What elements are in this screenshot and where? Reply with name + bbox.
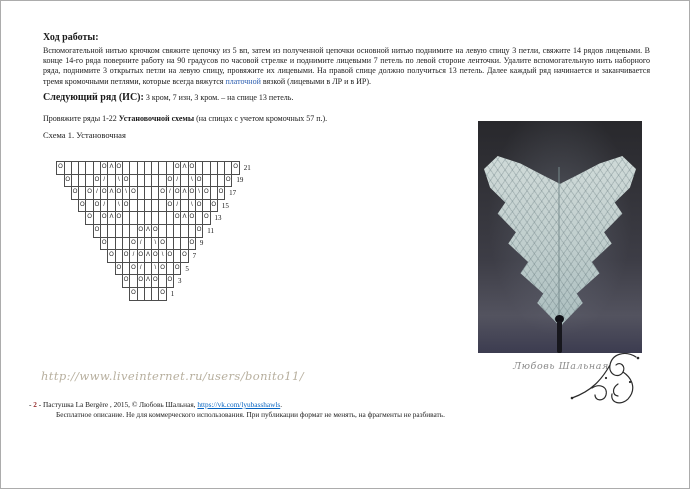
chart-cell-symbol: O (188, 211, 196, 225)
garter-stitch-link[interactable]: платочной (225, 76, 261, 86)
chart-cell-symbol: / (93, 186, 101, 200)
chart-cell-symbol: / (173, 199, 181, 213)
next-row-line (43, 92, 293, 103)
chart-row (45, 186, 251, 200)
chart-cell-symbol: O (217, 186, 225, 200)
chart-cell-symbol: Λ (180, 211, 188, 225)
chart-cell-symbol: O (173, 186, 181, 200)
chart-cell-symbol: / (100, 199, 108, 213)
chart-cell-symbol: O (100, 237, 108, 251)
chart-cell-symbol: O (137, 224, 145, 238)
chart-cell-symbol: O (122, 249, 130, 263)
chart-cell-symbol: O (224, 174, 232, 188)
chart-row-cells (56, 161, 251, 175)
chart-row-number: 5 (185, 264, 189, 273)
chart-cell-symbol: O (115, 186, 123, 200)
footer-line1-period: . (280, 400, 283, 409)
chart-row-cells (122, 274, 182, 288)
chart-cell-symbol: O (188, 161, 196, 175)
shawl-shape (484, 143, 636, 329)
chart-cell-symbol: O (115, 161, 123, 175)
chart-caption: Схема 1. Установочная (43, 130, 126, 140)
work-section-title: Ход работы: (43, 32, 99, 43)
chart-cell-symbol: O (188, 186, 196, 200)
chart-cell-symbol: O (166, 199, 174, 213)
flourish-ornament-icon (562, 348, 646, 406)
chart-row-number: 9 (199, 239, 204, 248)
chart-cell-symbol: Λ (144, 224, 152, 238)
rows-note-end: (на спицах с учетом кромочных 57 п.). (194, 114, 328, 123)
footer-attribution: Пастушка La Bergère , 2015, © Любовь Шальная, (43, 400, 198, 409)
chart-row-cells (129, 287, 175, 301)
chart-cell-symbol: O (195, 174, 203, 188)
chart-row-number: 19 (236, 176, 244, 185)
chart-cell-symbol: O (166, 174, 174, 188)
chart-cell-symbol: O (122, 174, 130, 188)
chart-row-number: 7 (192, 251, 197, 260)
knitting-chart (45, 162, 251, 301)
chart-cell-symbol: O (93, 174, 101, 188)
chart-cell-symbol: O (115, 211, 123, 225)
chart-row-number: 21 (243, 163, 251, 172)
chart-cell-symbol: O (202, 211, 210, 225)
chart-cell-symbol: O (202, 186, 210, 200)
chart-cell-symbol: O (85, 186, 93, 200)
chart-cell-symbol: Λ (107, 161, 115, 175)
chart-row-number: 1 (170, 289, 175, 298)
chart-cell-symbol: O (137, 249, 145, 263)
chart-cell-symbol: Λ (180, 186, 188, 200)
next-row-label: Следующий ряд (ИС): (43, 92, 144, 103)
chart-row (45, 211, 251, 225)
shawl-photo (478, 121, 642, 353)
chart-cell-symbol: O (122, 274, 130, 288)
chart-row-number: 11 (207, 226, 214, 235)
chart-cell-symbol: \ (195, 186, 203, 200)
chart-row (45, 262, 251, 276)
work-paragraph-text: Вспомогательной нитью крючком свяжите цепочку из 5 вп, затем из полученной цепочки основной нитью поднимите на левую спицу 3 петли, свяжите 14 рядов лицевыми. В конце 14-го ряда поверните работу на 90 градусов по часовой стрелке и поднимите лицевыми 7 петель по левой стороне ленточки. Удалите вспомогательную нить наборного ряда, поднимите 3 открытых петли на левую спицу, провяжите их лицевыми. На правой спице должно получиться 13 петель. Далее каждый ряд начинается и заканчивается тремя кромочными петлями, которые всегда вяжутся (43, 46, 650, 86)
chart-cell-symbol: O (85, 211, 93, 225)
chart-cell-symbol: / (137, 237, 145, 251)
chart-cell-symbol: O (173, 211, 181, 225)
chart-cell-symbol: O (137, 274, 145, 288)
chart-cell-symbol: \ (188, 174, 196, 188)
chart-cell-symbol: Λ (144, 249, 152, 263)
chart-cell-symbol: O (115, 262, 123, 276)
chart-cell-symbol: O (158, 237, 166, 251)
chart-row-cells (78, 199, 229, 213)
chart-row-cells (71, 186, 237, 200)
chart-cell-symbol: \ (151, 237, 159, 251)
chart-cell-symbol: \ (188, 199, 196, 213)
shawl-center-spine (558, 167, 560, 327)
chart-cell-symbol: O (158, 186, 166, 200)
chart-cell-symbol: Λ (180, 161, 188, 175)
chart-cell-symbol: \ (115, 174, 123, 188)
chart-cell-symbol: O (93, 199, 101, 213)
chart-cell-symbol: O (56, 161, 64, 175)
chart-cell-symbol: / (100, 174, 108, 188)
chart-cell-symbol: O (173, 262, 181, 276)
chart-cell-symbol: O (100, 161, 108, 175)
chart-cell-symbol: O (158, 287, 166, 301)
chart-row (45, 174, 251, 188)
chart-cell-symbol: O (166, 274, 174, 288)
chart-row (45, 161, 251, 175)
chart-row (45, 287, 251, 301)
chart-cell-symbol: O (210, 199, 218, 213)
footer (29, 401, 659, 420)
chart-cell-symbol: / (173, 174, 181, 188)
chart-cell-symbol: \ (151, 262, 159, 276)
chart-cell-symbol: O (64, 174, 72, 188)
chart-cell-symbol: / (166, 186, 174, 200)
footer-line1 (29, 401, 659, 410)
chart-cell-symbol: O (78, 199, 86, 213)
chart-row (45, 199, 251, 213)
chart-cell-symbol: / (137, 262, 145, 276)
chart-cell-symbol: \ (158, 249, 166, 263)
chart-row (45, 249, 251, 263)
chart-cell-symbol: O (195, 199, 203, 213)
chart-cell-symbol: \ (122, 186, 130, 200)
rows-note-scheme-name: Установочной схемы (118, 114, 195, 123)
chart-cell-symbol: Λ (107, 186, 115, 200)
chart-row (45, 237, 251, 251)
chart-row-cells (100, 237, 204, 251)
chart-cell-symbol: Λ (144, 274, 152, 288)
rows-note-start: Провяжите ряды 1-22 (43, 114, 119, 123)
chart-cell-symbol: O (100, 186, 108, 200)
chart-row-number: 13 (214, 214, 222, 223)
chart-row (45, 274, 251, 288)
footer-license-note: Бесплатное описание. Не для коммерческого использования. При публикации формат не менять, на фрагменты не разбивать. (56, 410, 445, 420)
chart-row-cells (64, 174, 244, 188)
chart-row-number: 17 (229, 188, 237, 197)
chart-cell-symbol: O (107, 249, 115, 263)
chart-row-number: 15 (221, 201, 229, 210)
chart-cell-symbol: \ (115, 199, 123, 213)
chart-cell-symbol: O (129, 287, 137, 301)
chart-cell-symbol: O (195, 224, 203, 238)
work-paragraph-tail: вязкой (лицевыми в ЛР и в ИР). (260, 76, 372, 86)
chart-cell-symbol: O (93, 224, 101, 238)
chart-row-cells (115, 262, 189, 276)
work-paragraph (43, 46, 650, 87)
chart-cell-symbol: O (100, 211, 108, 225)
chart-cell-symbol: O (188, 237, 196, 251)
chart-cell-symbol: O (180, 249, 188, 263)
chart-row-cells (107, 249, 197, 263)
chart-cell-symbol: O (151, 249, 159, 263)
photo-author-caption: Любовь Шальная (513, 361, 609, 372)
vk-link[interactable]: https://vk.com/lyubasshawls (197, 400, 281, 409)
chart-cell-symbol: O (122, 199, 130, 213)
chart-cell-symbol: O (129, 186, 137, 200)
chart-row-cells (93, 224, 214, 238)
chart-cell-symbol: O (151, 224, 159, 238)
chart-cell-symbol: O (158, 262, 166, 276)
chart-cell-symbol: O (166, 249, 174, 263)
chart-cell-symbol: O (173, 161, 181, 175)
chart-row-cells (85, 211, 222, 225)
chart-cell-symbol: O (71, 186, 79, 200)
chart-cell-symbol: O (231, 161, 239, 175)
chart-row-number: 3 (178, 277, 182, 286)
page-number-dash-left: - (29, 400, 34, 409)
page-number-dash-right: - (36, 400, 44, 409)
next-row-text: 3 кром, 7 изн, 3 кром. – на спице 13 петель. (143, 93, 294, 102)
page-number: 2 (33, 400, 37, 409)
chart-row (45, 224, 251, 238)
chart-cell-symbol: / (129, 249, 137, 263)
chart-cell-symbol: O (129, 237, 137, 251)
chart-cell-symbol: O (129, 262, 137, 276)
chart-cell-symbol: O (151, 274, 159, 288)
watermark-url: http://www.liveinternet.ru/users/bonito11/ (41, 369, 304, 383)
rows-note (43, 114, 327, 123)
chart-cell-symbol: Λ (107, 211, 115, 225)
